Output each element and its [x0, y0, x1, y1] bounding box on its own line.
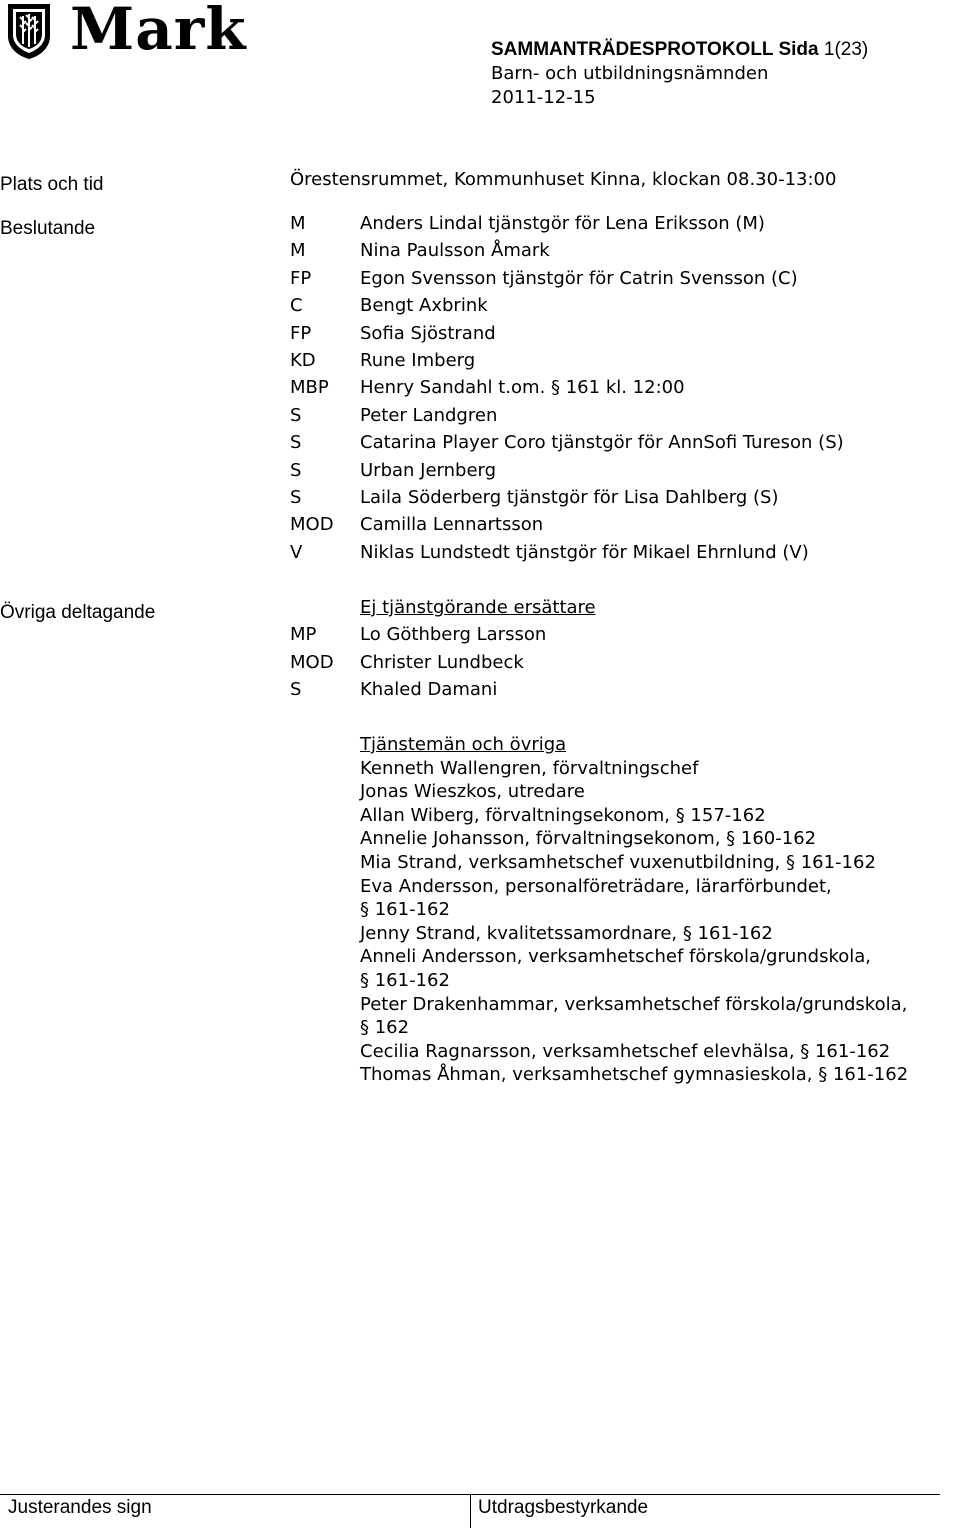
list-item: Anneli Andersson, verksamhetschef förskola/grundskola, — [360, 946, 872, 968]
logo-wordmark: Mark — [70, 0, 247, 63]
page-number: 1(23) — [818, 39, 869, 60]
member-name: Anders Lindal tjänstgör för Lena Eriksson (M) — [360, 213, 765, 234]
party: M — [290, 240, 306, 262]
extract-certification-label: Utdragsbestyrkande — [478, 1497, 649, 1518]
member-name: Nina Paulsson Åmark — [360, 240, 550, 262]
member-name: Peter Landgren — [360, 404, 498, 426]
party: M — [290, 213, 306, 234]
list-item: Eva Andersson, personalföreträdare, lärarförbundet, — [360, 875, 832, 897]
deciding-label: Beslutande — [0, 218, 96, 239]
substitute-name: Lo Göthberg Larsson — [360, 624, 547, 646]
member-name: Catarina Player Coro tjänstgör för AnnSofi Tureson (S) — [360, 432, 844, 454]
protocol-title: SAMMANTRÄDESPROTOKOLL Sida — [491, 39, 819, 60]
coat-of-arms-icon — [6, 2, 52, 60]
meeting-date: 2011-12-15 — [491, 87, 596, 108]
adjuster-signature-label: Justerandes sign — [8, 1497, 152, 1518]
member-name: Niklas Lundstedt tjänstgör för Mikael Ehrnlund (V) — [360, 541, 809, 563]
member-name: Rune Imberg — [360, 349, 476, 371]
list-item: Allan Wiberg, förvaltningsekonom, § 157-162 — [360, 804, 766, 826]
substitutes-heading: Ej tjänstgörande ersättare — [360, 597, 596, 618]
party: MBP — [290, 377, 329, 399]
party: KD — [290, 349, 316, 371]
party: MP — [290, 624, 317, 646]
member-name: Egon Svensson tjänstgör för Catrin Svensson (C) — [360, 267, 798, 289]
list-item: Annelie Johansson, förvaltningsekonom, § 160-162 — [360, 828, 817, 850]
others-label: Övriga deltagande — [0, 602, 156, 623]
list-item: § 161-162 — [360, 969, 450, 991]
party: S — [290, 404, 302, 426]
place-label: Plats och tid — [0, 174, 104, 195]
place-value: Örestensrummet, Kommunhuset Kinna, klockan 08.30-13:00 — [290, 169, 837, 190]
member-name: Urban Jernberg — [360, 459, 497, 481]
party: C — [290, 295, 303, 317]
list-item: Thomas Åhman, verksamhetschef gymnasieskola, § 161-162 — [360, 1064, 909, 1086]
document-title — [491, 38, 868, 62]
member-name: Sofia Sjöstrand — [360, 322, 496, 344]
list-item: § 161-162 — [360, 899, 450, 921]
party: MOD — [290, 651, 334, 673]
member-name: Henry Sandahl t.om. § 161 kl. 12:00 — [360, 377, 685, 399]
party: FP — [290, 267, 312, 289]
party: FP — [290, 322, 312, 344]
substitute-name: Khaled Damani — [360, 679, 498, 701]
signature-footer — [0, 1494, 940, 1528]
list-item: Mia Strand, verksamhetschef vuxenutbildning, § 161-162 — [360, 851, 876, 873]
list-item: § 162 — [360, 1017, 410, 1039]
document-header — [491, 38, 868, 110]
list-item: Kenneth Wallengren, förvaltningschef — [360, 757, 699, 779]
party: MOD — [290, 514, 334, 536]
party: V — [290, 541, 303, 563]
list-item: Cecilia Ragnarsson, verksamhetschef elevhälsa, § 161-162 — [360, 1040, 891, 1062]
list-item: Jonas Wieszkos, utredare — [360, 781, 585, 803]
member-name: Camilla Lennartsson — [360, 514, 544, 536]
member-name: Laila Söderberg tjänstgör för Lisa Dahlberg (S) — [360, 486, 779, 508]
officials-list — [360, 733, 908, 1087]
party: S — [290, 679, 302, 701]
officials-heading: Tjänstemän och övriga — [360, 734, 567, 755]
party: S — [290, 432, 302, 454]
substitute-name: Christer Lundbeck — [360, 651, 524, 673]
committee-name: Barn- och utbildningsnämnden — [491, 63, 769, 84]
party: S — [290, 486, 302, 508]
list-item: Peter Drakenhammar, verksamhetschef förskola/grundskola, — [360, 993, 908, 1015]
party: S — [290, 459, 302, 481]
list-item: Jenny Strand, kvalitetssamordnare, § 161-162 — [360, 922, 773, 944]
footer-divider — [470, 1494, 471, 1528]
member-name: Bengt Axbrink — [360, 295, 488, 317]
